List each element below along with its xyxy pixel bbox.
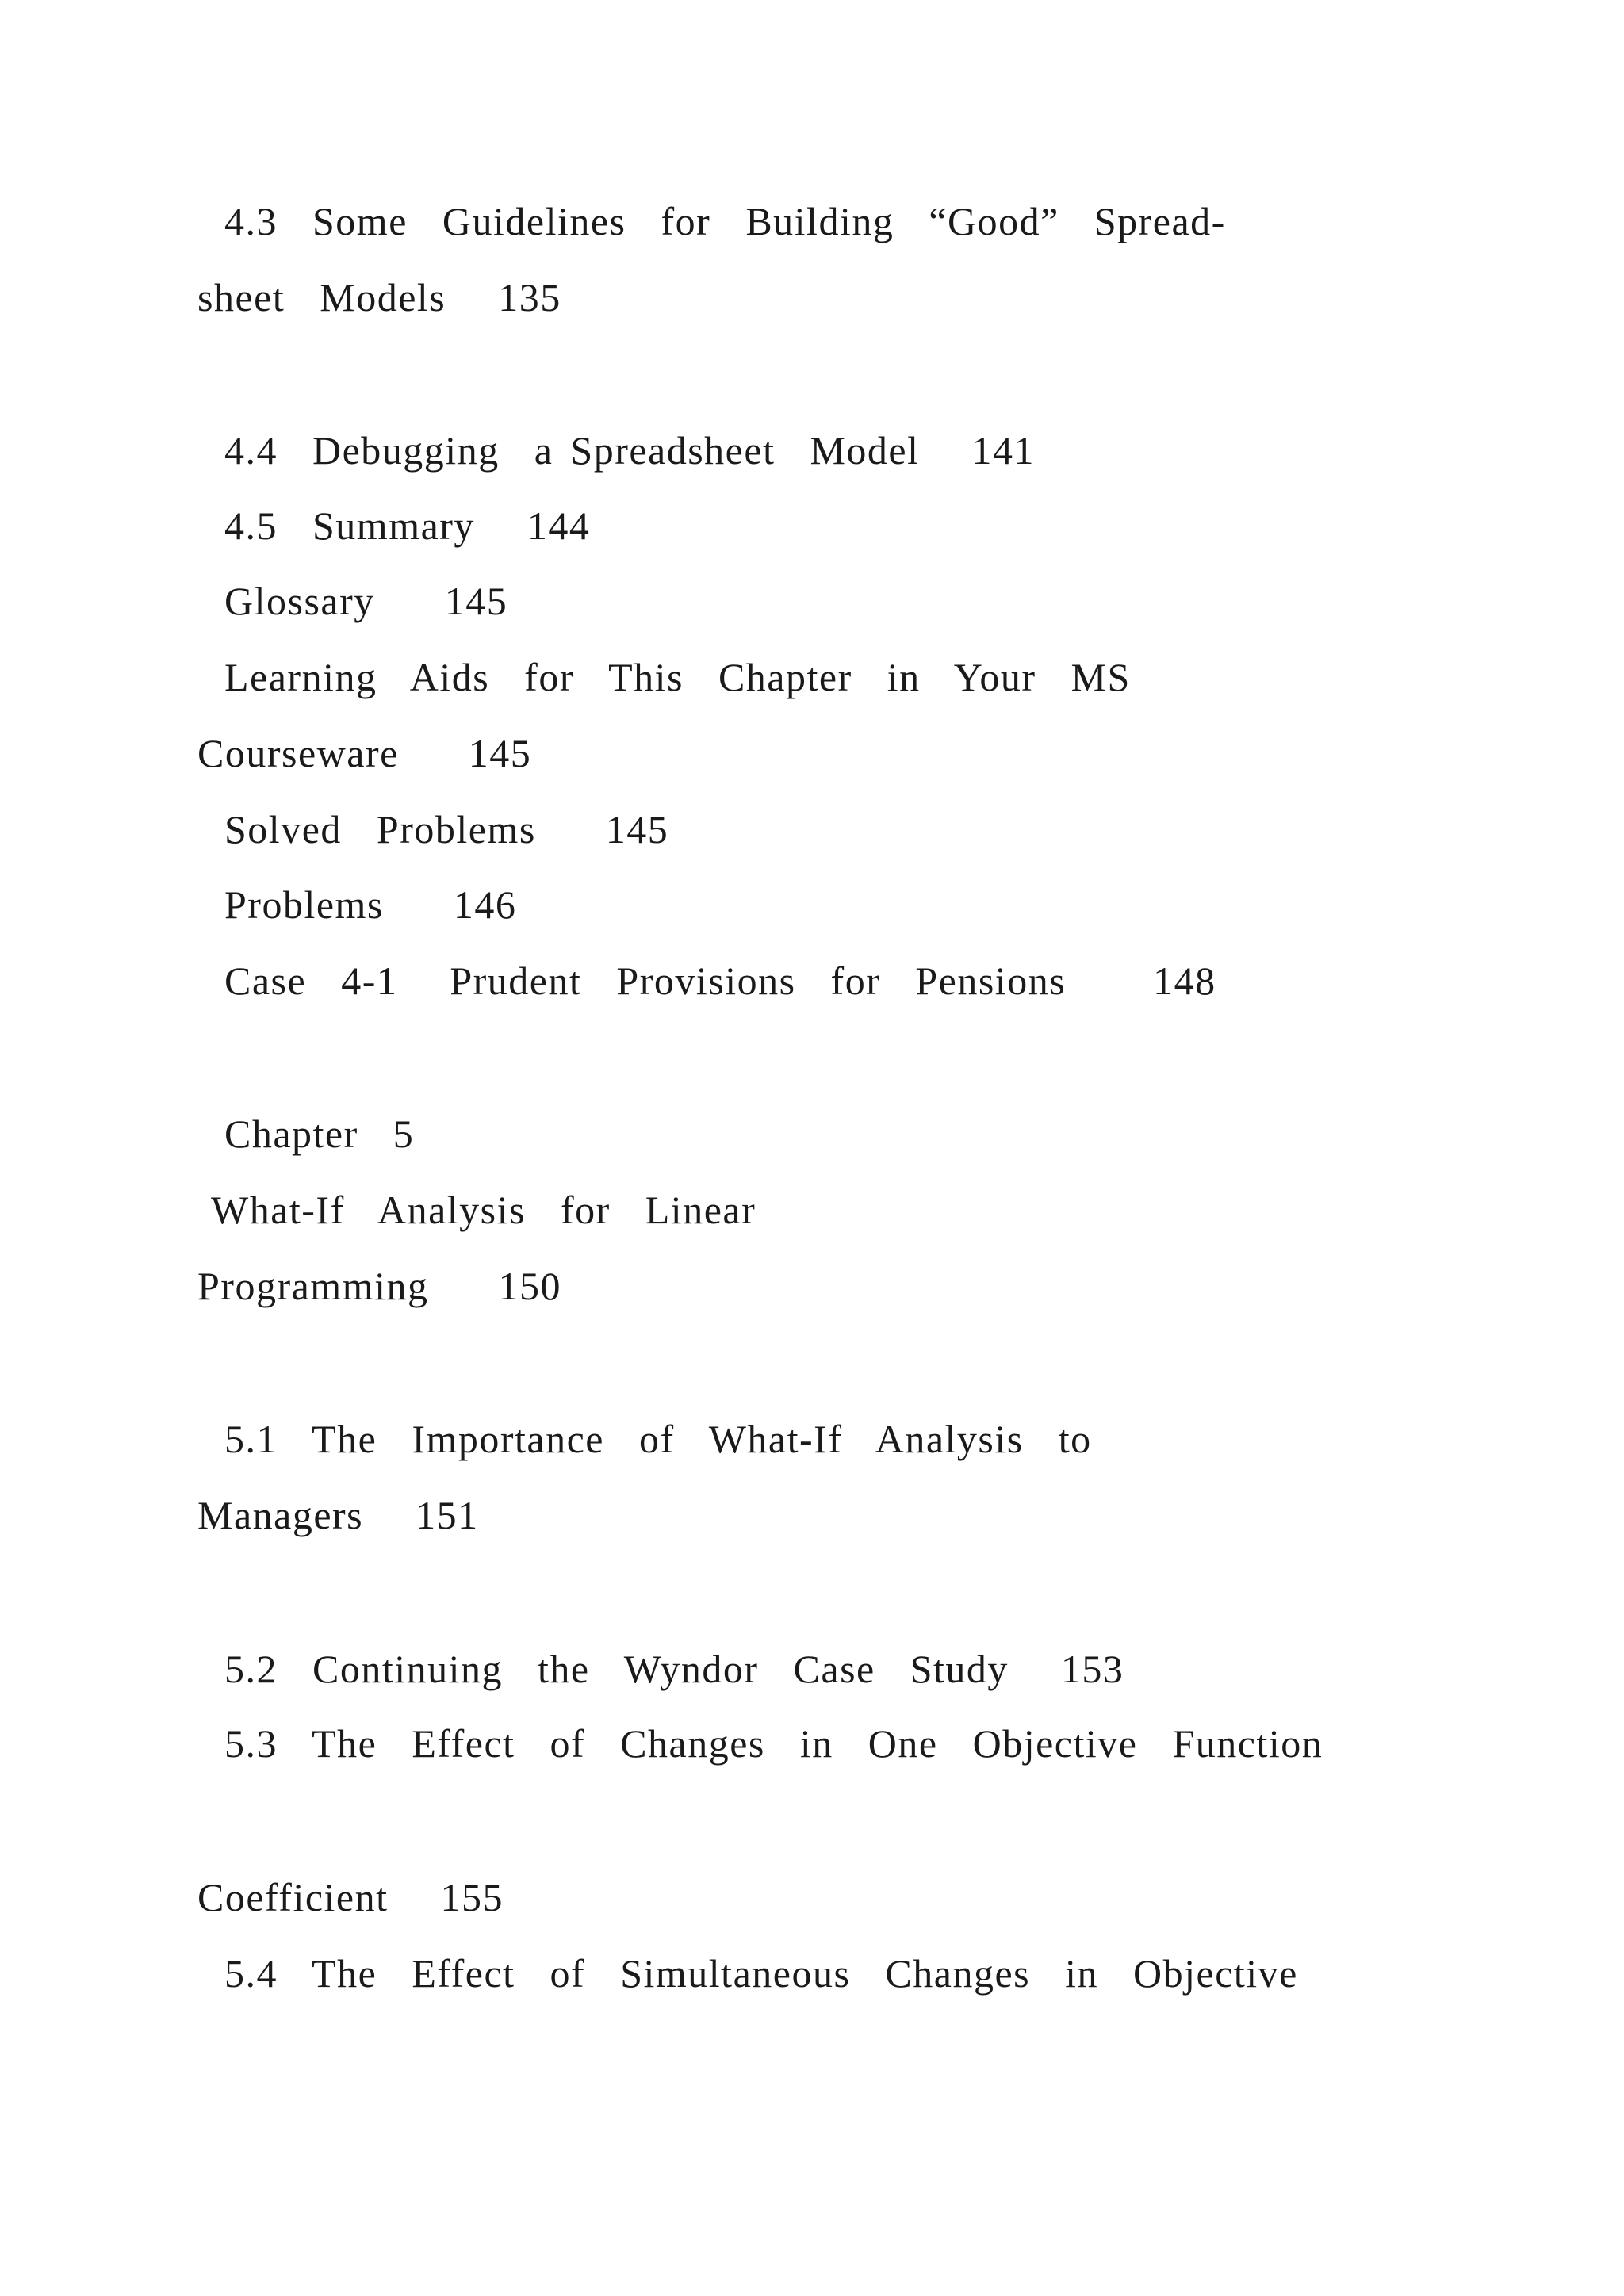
chapter-title: What-If Analysis for Linear — [211, 1188, 756, 1232]
toc-entry-5-1: 5.1 The Importance of What-If Analysis to — [224, 1417, 1092, 1461]
chapter-heading: Chapter 5 — [224, 1112, 415, 1156]
toc-entry-5-3: 5.3 The Effect of Changes in One Objective Function — [224, 1721, 1323, 1766]
toc-entry-5-3-continued: Coefficient 155 — [197, 1875, 504, 1919]
toc-entry-4-5: 4.5 Summary 144 — [224, 503, 591, 548]
toc-entry-5-4: 5.4 The Effect of Simultaneous Changes in Objective — [224, 1951, 1298, 1996]
toc-entry-solved-problems: Solved Problems 145 — [224, 807, 669, 851]
toc-entry-problems: Problems 146 — [224, 882, 517, 927]
toc-entry-5-2: 5.2 Continuing the Wyndor Case Study 153 — [224, 1647, 1124, 1691]
toc-entry-4-3: 4.3 Some Guidelines for Building “Good” Spread- — [224, 199, 1226, 243]
chapter-title-continued: Programming 150 — [197, 1264, 561, 1308]
toc-entry-4-3-continued: sheet Models 135 — [197, 275, 561, 320]
toc-entry-4-4: 4.4 Debugging a Spreadsheet Model 141 — [224, 428, 1036, 473]
toc-entry-learning-aids-continued: Courseware 145 — [197, 731, 532, 775]
toc-entry-case-4-1: Case 4-1 Prudent Provisions for Pensions 148 — [224, 959, 1216, 1003]
toc-entry-glossary: Glossary 145 — [224, 579, 508, 623]
toc-entry-5-1-continued: Managers 151 — [197, 1493, 479, 1537]
toc-entry-learning-aids: Learning Aids for This Chapter in Your MS — [224, 655, 1131, 699]
